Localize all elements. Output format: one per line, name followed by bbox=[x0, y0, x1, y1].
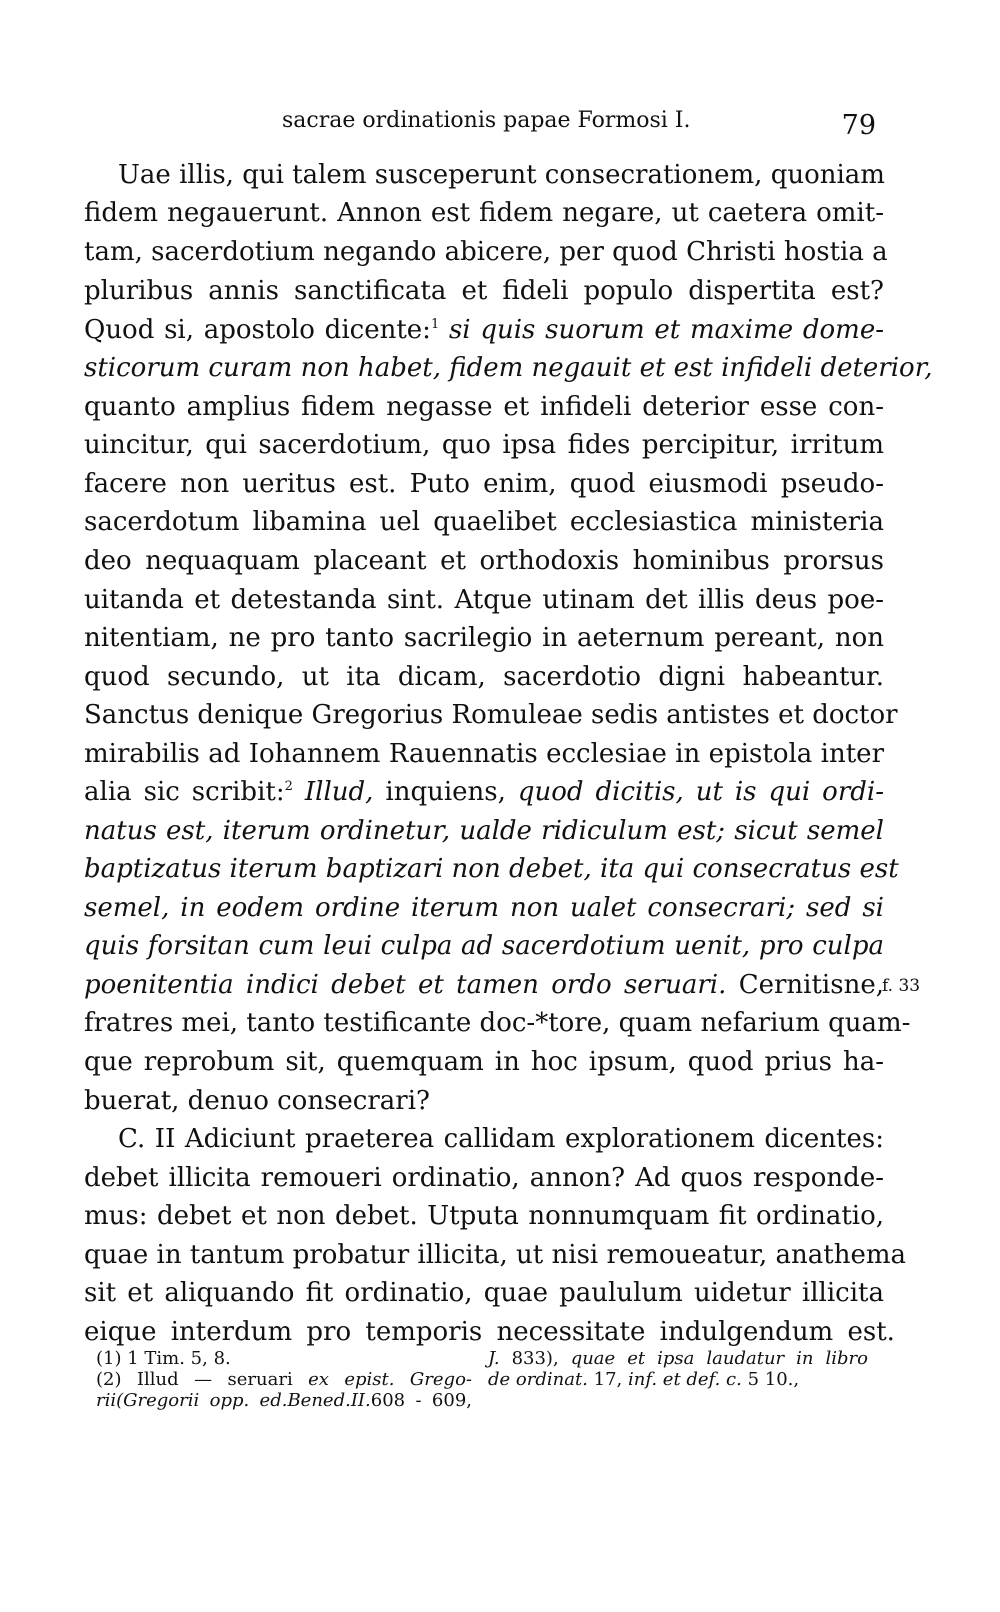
italic-text: quae et ipsa laudatur in libro bbox=[570, 1348, 868, 1369]
text-run: buerat, denuo consecrari? bbox=[84, 1086, 430, 1116]
text-run: 608 - 609, bbox=[370, 1390, 472, 1411]
text-line bbox=[84, 235, 888, 269]
text-line bbox=[84, 313, 884, 347]
text-run: uincitur, qui sacerdotium, quo ipsa fides percipitur, irritum bbox=[84, 430, 884, 460]
text-run: sit et aliquando fit ordinatio, quae paululum uidetur illicita bbox=[84, 1278, 884, 1308]
footnote-line bbox=[96, 1369, 472, 1390]
text-line bbox=[84, 968, 884, 1002]
footnotes-right-column bbox=[488, 1348, 868, 1390]
text-line bbox=[84, 1238, 907, 1272]
text-run: (1) 1 Tim. 5, 8. bbox=[96, 1348, 231, 1369]
italic-text: si quis suorum et maxime dome- bbox=[448, 315, 885, 345]
text-line bbox=[84, 775, 884, 809]
text-run: 17, bbox=[587, 1369, 628, 1390]
text-line bbox=[84, 1161, 884, 1195]
text-line bbox=[84, 505, 884, 539]
italic-text: J. bbox=[488, 1348, 500, 1369]
italic-text: ex epist. Grego- bbox=[308, 1369, 473, 1390]
italic-text: baptizatus iterum baptizari non debet, ita qui consecratus est bbox=[84, 854, 899, 884]
text-run bbox=[439, 315, 449, 345]
text-run: tam, sacerdotium negando abicere, per quod Christi hostia a bbox=[84, 237, 888, 267]
italic-text: sticorum curam non habet, fidem negauit et est infideli deterior, bbox=[84, 353, 933, 383]
text-run bbox=[293, 777, 305, 807]
text-line bbox=[84, 698, 898, 732]
italic-text: rii(Gregorii opp. ed.Bened.II. bbox=[96, 1390, 371, 1411]
text-run: debet illicita remoueri ordinatio, annon? Ad quos responde- bbox=[84, 1163, 884, 1193]
footnote-ref: 2 bbox=[284, 779, 293, 794]
text-line bbox=[84, 390, 884, 424]
text-run: mirabilis ad Iohannem Rauennatis ecclesiae in epistola inter bbox=[84, 739, 884, 769]
text-line bbox=[84, 814, 884, 848]
text-line bbox=[84, 428, 884, 462]
page-number: 79 bbox=[841, 110, 876, 141]
text-line bbox=[84, 660, 884, 694]
italic-text: natus est, iterum ordinetur, ualde ridiculum est; sicut semel bbox=[84, 816, 884, 846]
italic-text: quod dicitis, ut is qui ordi- bbox=[517, 777, 884, 807]
text-run: fidem negauerunt. Annon est fidem negare, ut caetera omit- bbox=[84, 198, 884, 228]
text-run: quae in tantum probatur illicita, ut nisi remoueatur, anathema bbox=[84, 1240, 907, 1270]
text-line bbox=[84, 1315, 895, 1349]
text-run: que reprobum sit, quemquam in hoc ipsum, quod prius ha- bbox=[84, 1047, 884, 1077]
text-line bbox=[84, 737, 884, 771]
footnote-ref: 1 bbox=[430, 317, 440, 332]
text-line bbox=[84, 852, 899, 886]
text-line bbox=[84, 544, 884, 578]
italic-text: de ordinat. bbox=[488, 1369, 588, 1390]
text-run: uitanda et detestanda sint. Atque utinam det illis deus poe- bbox=[84, 585, 884, 615]
footnote-line bbox=[96, 1348, 472, 1369]
text-run: inquiens, bbox=[373, 777, 518, 807]
running-title: sacrae ordinationis papae Formosi I. bbox=[282, 108, 691, 133]
text-run: quod secundo, ut ita dicam, sacerdotio digni habeantur. bbox=[84, 662, 884, 692]
text-line bbox=[84, 583, 884, 617]
text-line bbox=[118, 158, 884, 192]
text-run: fratres mei, tanto testificante doc-*tore, quam nefarium quam- bbox=[84, 1008, 911, 1038]
text-run: 833), bbox=[499, 1348, 571, 1369]
italic-text: quis forsitan cum leui culpa ad sacerdotium uenit, pro culpa bbox=[84, 931, 884, 961]
footnotes-left-column bbox=[96, 1348, 472, 1411]
text-run: Sanctus denique Gregorius Romuleae sedis antistes et doctor bbox=[84, 700, 898, 730]
text-line bbox=[84, 1199, 884, 1233]
text-run: quanto amplius fidem negasse et infideli deterior esse con- bbox=[84, 392, 884, 422]
text-run: mus: debet et non debet. Utputa nonnumquam fit ordinatio, bbox=[84, 1201, 884, 1231]
text-line bbox=[84, 1045, 884, 1079]
text-line bbox=[84, 196, 884, 230]
text-line bbox=[84, 274, 884, 308]
text-run: (2) Illud — seruari bbox=[96, 1369, 309, 1390]
text-run: sacerdotum libamina uel quaelibet ecclesiastica ministeria bbox=[84, 507, 884, 537]
text-line bbox=[84, 1006, 911, 1040]
text-line bbox=[84, 621, 884, 655]
text-line bbox=[84, 1084, 884, 1118]
italic-text: Illud, bbox=[304, 777, 374, 807]
footnote-line bbox=[488, 1369, 868, 1390]
text-line bbox=[84, 351, 933, 385]
text-run: pluribus annis sanctificata et fideli populo dispertita est? bbox=[84, 276, 884, 306]
text-run: nitentiam, ne pro tanto sacrilegio in aeternum pereant, non bbox=[84, 623, 884, 653]
text-run: Uae illis, qui talem susceperunt consecrationem, quoniam bbox=[118, 160, 885, 190]
text-run: deo nequaquam placeant et orthodoxis hominibus prorsus bbox=[84, 546, 884, 576]
text-line bbox=[84, 891, 884, 925]
text-line bbox=[118, 1122, 884, 1156]
text-run: facere non ueritus est. Puto enim, quod eiusmodi pseudo- bbox=[84, 469, 884, 499]
margin-note: f. 33 bbox=[882, 976, 921, 996]
italic-text: semel, in eodem ordine iterum non ualet consecrari; sed si bbox=[84, 893, 884, 923]
text-run: alia sic scribit: bbox=[84, 777, 285, 807]
text-run: C. II Adiciunt praeterea callidam explorationem dicentes: bbox=[118, 1124, 884, 1154]
footnote-line bbox=[488, 1348, 868, 1369]
text-run: Quod si, apostolo dicente: bbox=[84, 315, 431, 345]
text-line bbox=[84, 1276, 884, 1310]
text-run: Cernitisne, bbox=[726, 970, 884, 1000]
italic-text: poenitentia indici debet et tamen ordo seruari. bbox=[84, 970, 727, 1000]
text-line bbox=[84, 929, 884, 963]
text-run: eique interdum pro temporis necessitate indulgendum est. bbox=[84, 1317, 895, 1347]
text-run: 5 10., bbox=[741, 1369, 800, 1390]
footnote-line bbox=[96, 1390, 472, 1411]
text-line bbox=[84, 467, 884, 501]
italic-text: inf. et def. c. bbox=[627, 1369, 742, 1390]
